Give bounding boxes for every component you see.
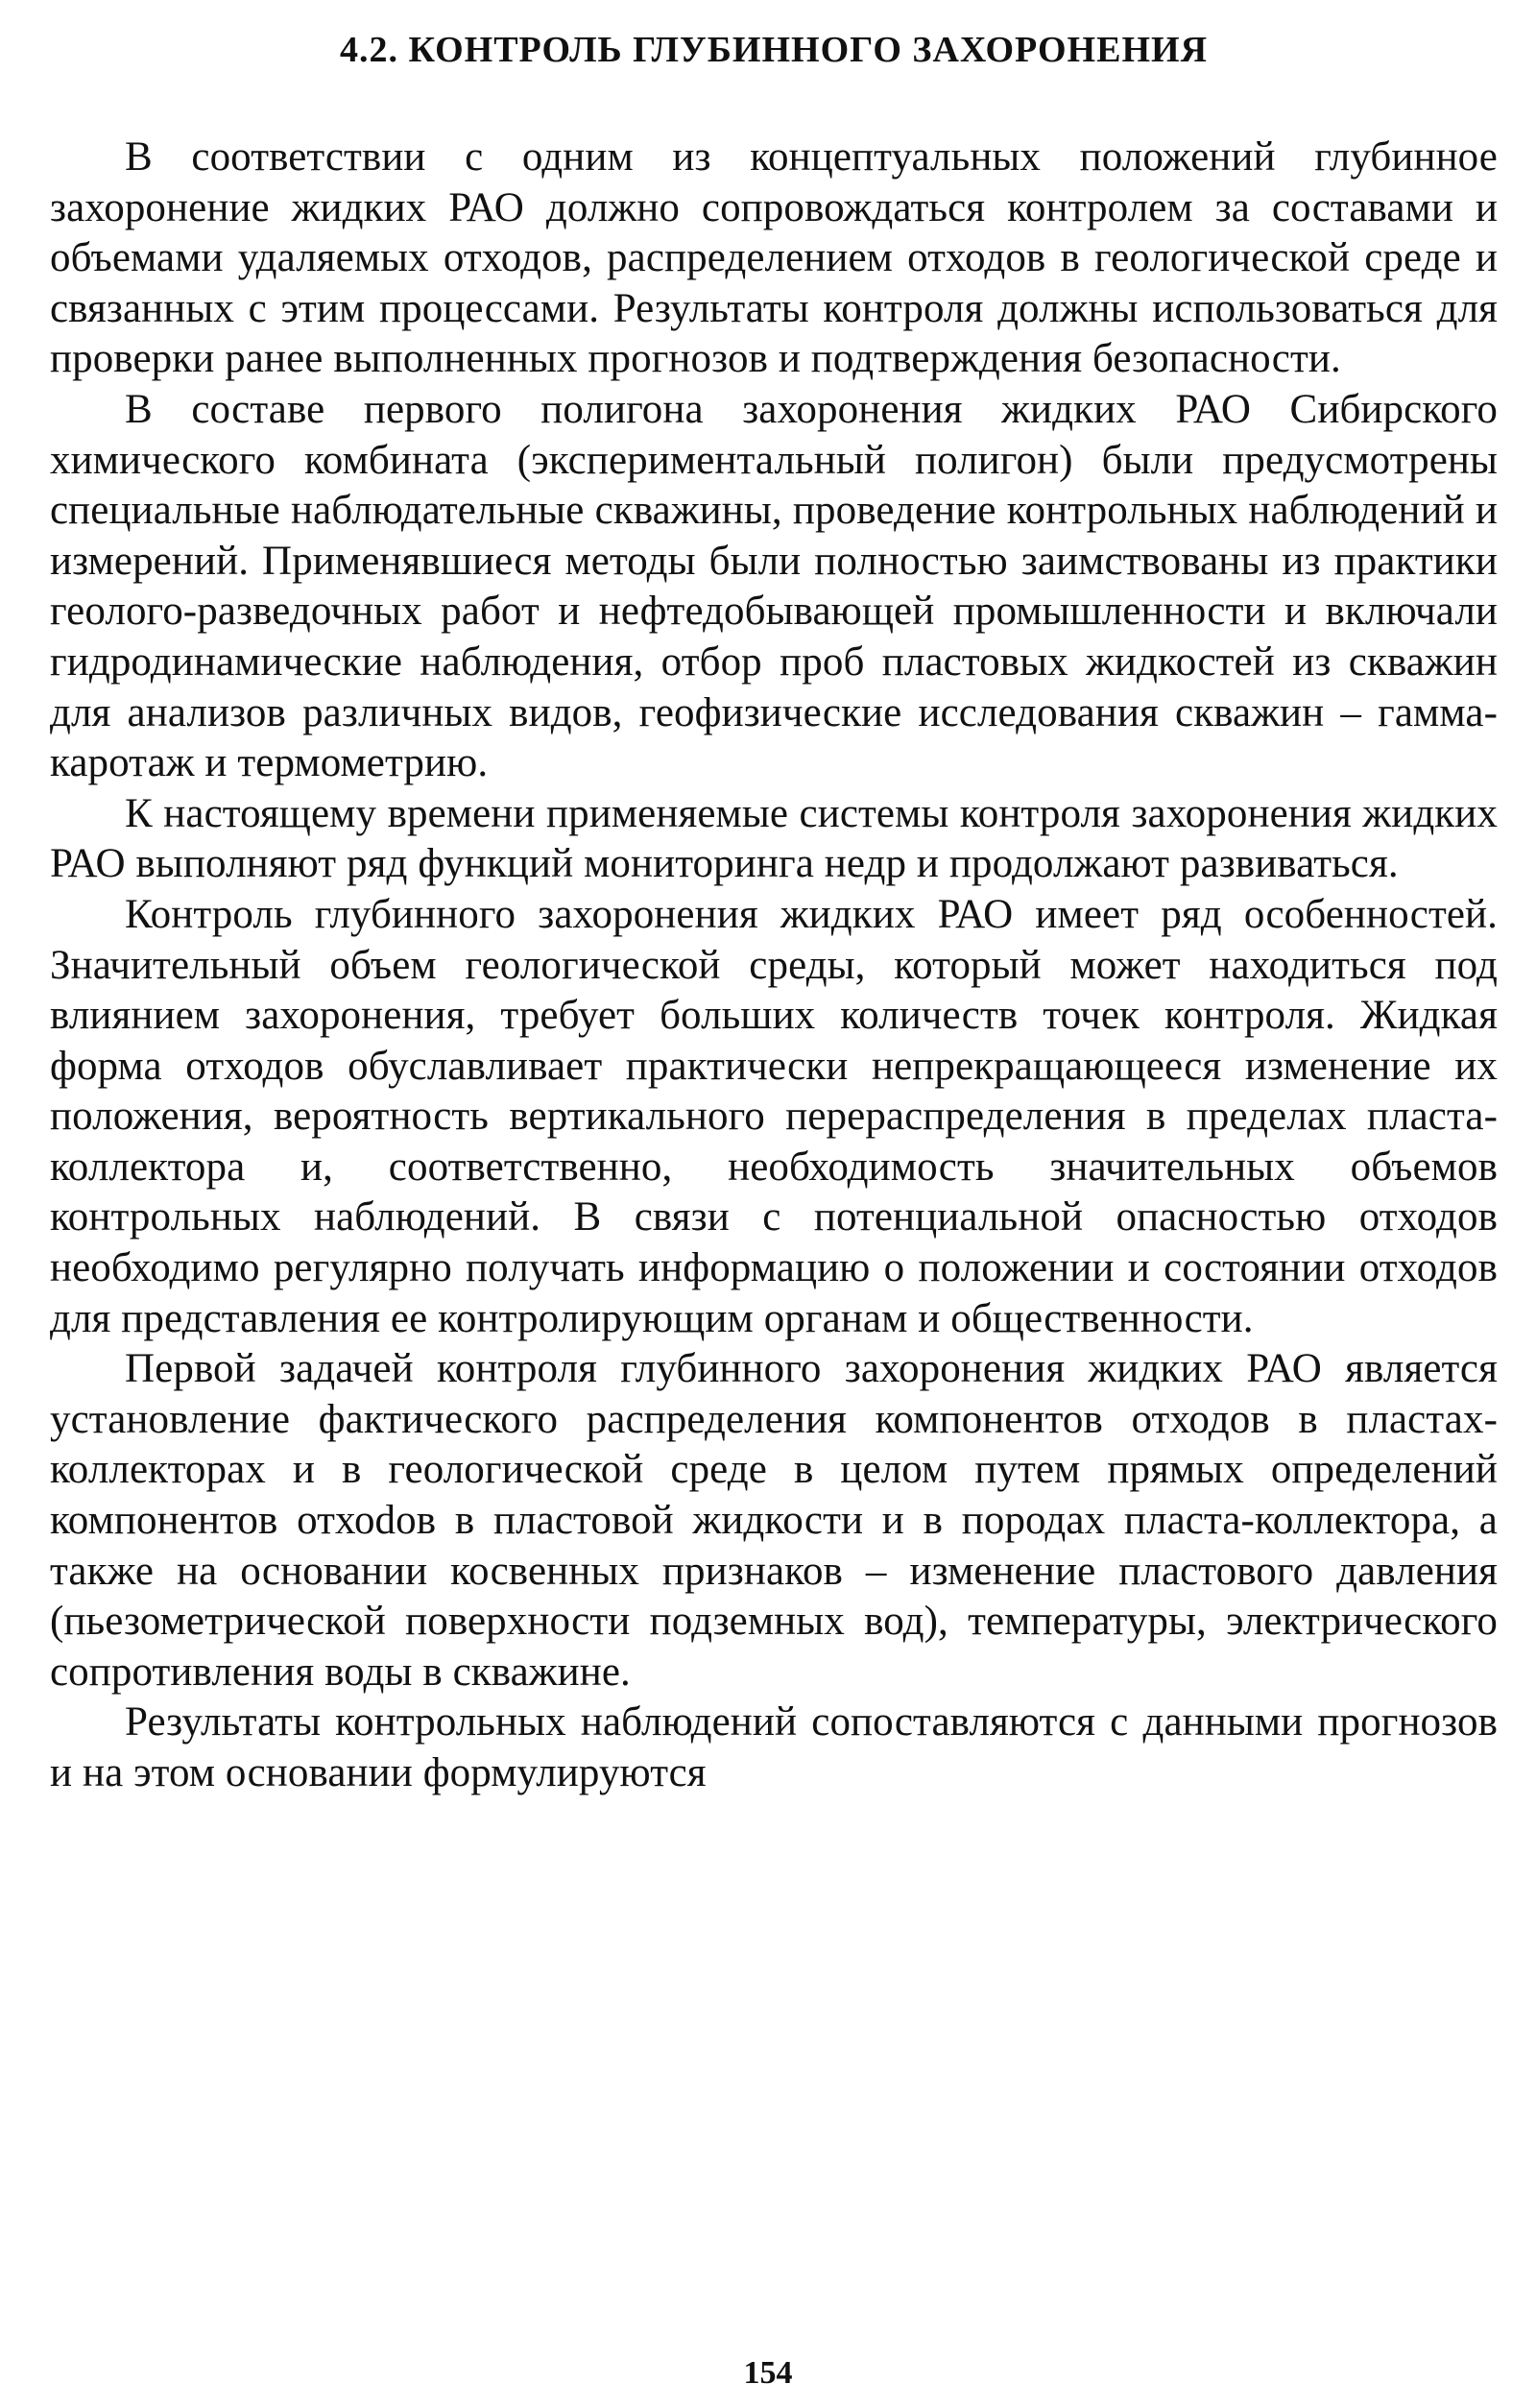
document-page [50,27,1498,1799]
paragraph-6: Результаты контрольных наблюдений сопоставляются с данными прогнозов и на этом основании формулируются [50,1699,1498,1795]
paragraph-5: Первой задачей контроля глубинного захоронения жидких РАО является установление фактического распределения компонентов отходов в пластах-коллекторах и в геологической среде в целом путем прямых определений компонентов отхоdов в пластовой жидкости и в породах пласта-коллектора, а также на основании косвенных признаков – изменение пластового давления (пьезометрической поверхности подземных вод), температуры, электрического сопротивления воды в скважине. [50,1346,1498,1695]
section-heading: 4.2. КОНТРОЛЬ ГЛУБИННОГО ЗАХОРОНЕНИЯ [339,30,1209,70]
page-number: 154 [743,2355,793,2391]
paragraph-1: В соответствии с одним из концептуальных положений глубинное захоронение жидких РАО должно сопровождаться контролем за составами и объемами удаляемых отходов, распределением отходов в геологической среде и связанных с этим процессами. Результаты контроля должны использоваться для проверки ранее выполненных прогнозов и подтверждения безопасности. [50,134,1498,382]
paragraph-4: Контроль глубинного захоронения жидких РАО имеет ряд особенностей. Значительный объем геологической среды, который может находиться под влиянием захоронения, требует больших количеств точек контроля. Жидкая форма отходов обуславливает практически непрекращающееся изменение их положения, вероятность вертикального перераспределения в пределах пласта-коллектора и, соответственно, необходимость значительных объемов контрольных наблюдений. В связи с потенциальной опасностью отходов необходимо регулярно получать информацию о положении и состоянии отходов для представления ее контролирующим органам и общественности. [50,891,1498,1341]
paragraph-3: К настоящему времени применяемые системы контроля захоронения жидких РАО выполняют ряд функций мониторинга недр и продолжают развиваться. [50,790,1498,887]
paragraph-2: В составе первого полигона захоронения жидких РАО Сибирского химического комбината (экспериментальный полигон) были предусмотрены специальные наблюдательные скважины, проведение контрольных наблюдений и измерений. Применявшиеся методы были полностью заимствованы из практики геолого-разведочных работ и нефтедобывающей промышленности и включали гидродинамические наблюдения, отбор проб пластовых жидкостей из скважин для анализов различных видов, геофизические исследования скважин – гамма-каротаж и термометрию. [50,386,1498,786]
